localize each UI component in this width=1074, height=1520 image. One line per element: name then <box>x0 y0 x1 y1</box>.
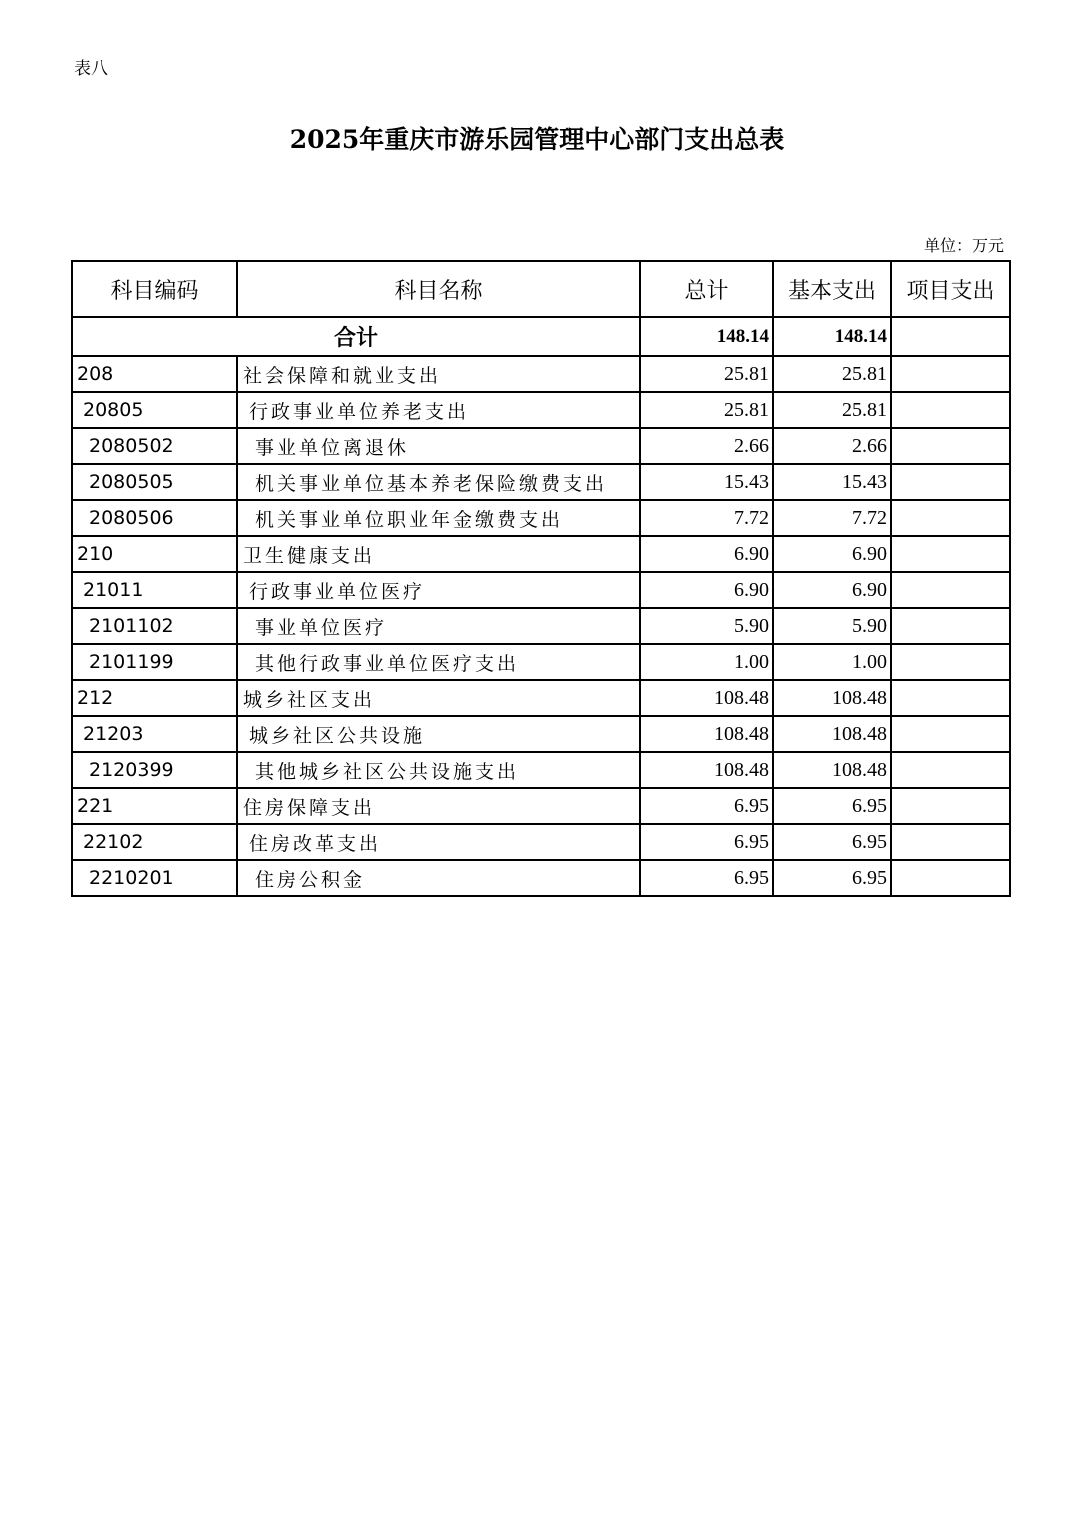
row-project <box>891 860 1010 896</box>
row-code: 2080505 <box>72 464 237 500</box>
row-total: 108.48 <box>640 716 773 752</box>
table-row <box>72 572 1010 608</box>
expenditure-table <box>71 260 1011 897</box>
row-name: 社会保障和就业支出 <box>237 356 640 392</box>
table-row <box>72 824 1010 860</box>
row-name: 住房公积金 <box>237 860 640 896</box>
row-basic: 6.95 <box>773 860 891 896</box>
row-project <box>891 824 1010 860</box>
row-total: 108.48 <box>640 752 773 788</box>
row-name: 住房改革支出 <box>237 824 640 860</box>
row-name: 机关事业单位职业年金缴费支出 <box>237 500 640 536</box>
table-row <box>72 392 1010 428</box>
total-label: 合计 <box>72 317 640 356</box>
total-project <box>891 317 1010 356</box>
row-project <box>891 536 1010 572</box>
row-code: 2210201 <box>72 860 237 896</box>
row-basic: 15.43 <box>773 464 891 500</box>
row-name: 城乡社区公共设施 <box>237 716 640 752</box>
table-row <box>72 500 1010 536</box>
table-row <box>72 716 1010 752</box>
row-code: 2080506 <box>72 500 237 536</box>
row-project <box>891 752 1010 788</box>
header-name: 科目名称 <box>237 261 640 317</box>
row-total: 6.90 <box>640 572 773 608</box>
page-title: 2025年重庆市游乐园管理中心部门支出总表 <box>289 125 785 154</box>
row-code: 2120399 <box>72 752 237 788</box>
row-total: 7.72 <box>640 500 773 536</box>
row-basic: 108.48 <box>773 752 891 788</box>
row-basic: 2.66 <box>773 428 891 464</box>
row-basic: 5.90 <box>773 608 891 644</box>
row-total: 25.81 <box>640 356 773 392</box>
header-total: 总计 <box>640 261 773 317</box>
row-name: 事业单位离退休 <box>237 428 640 464</box>
row-code: 21011 <box>72 572 237 608</box>
row-project <box>891 464 1010 500</box>
table-body <box>72 317 1010 896</box>
row-project <box>891 572 1010 608</box>
row-total: 6.90 <box>640 536 773 572</box>
table-row <box>72 680 1010 716</box>
row-total: 25.81 <box>640 392 773 428</box>
row-code: 22102 <box>72 824 237 860</box>
row-code: 2101102 <box>72 608 237 644</box>
row-basic: 6.95 <box>773 788 891 824</box>
table-row <box>72 860 1010 896</box>
row-total: 6.95 <box>640 824 773 860</box>
row-basic: 7.72 <box>773 500 891 536</box>
row-name: 其他城乡社区公共设施支出 <box>237 752 640 788</box>
row-project <box>891 716 1010 752</box>
row-name: 卫生健康支出 <box>237 536 640 572</box>
row-code: 221 <box>72 788 237 824</box>
row-name: 事业单位医疗 <box>237 608 640 644</box>
row-basic: 6.90 <box>773 536 891 572</box>
table-row <box>72 788 1010 824</box>
row-code: 2101199 <box>72 644 237 680</box>
row-project <box>891 644 1010 680</box>
row-project <box>891 392 1010 428</box>
row-name: 城乡社区支出 <box>237 680 640 716</box>
table-row <box>72 464 1010 500</box>
total-total: 148.14 <box>640 317 773 356</box>
row-basic: 25.81 <box>773 356 891 392</box>
row-code: 208 <box>72 356 237 392</box>
table-row <box>72 428 1010 464</box>
row-basic: 108.48 <box>773 716 891 752</box>
row-project <box>891 788 1010 824</box>
row-project <box>891 500 1010 536</box>
row-name: 机关事业单位基本养老保险缴费支出 <box>237 464 640 500</box>
row-code: 21203 <box>72 716 237 752</box>
row-total: 6.95 <box>640 788 773 824</box>
total-basic: 148.14 <box>773 317 891 356</box>
row-total: 6.95 <box>640 860 773 896</box>
row-basic: 6.90 <box>773 572 891 608</box>
table-number: 表八 <box>74 59 108 79</box>
table-row <box>72 608 1010 644</box>
row-name: 其他行政事业单位医疗支出 <box>237 644 640 680</box>
row-name: 行政事业单位医疗 <box>237 572 640 608</box>
table-row <box>72 752 1010 788</box>
table-row <box>72 356 1010 392</box>
row-basic: 1.00 <box>773 644 891 680</box>
row-code: 212 <box>72 680 237 716</box>
header-project: 项目支出 <box>891 261 1010 317</box>
row-project <box>891 608 1010 644</box>
row-basic: 108.48 <box>773 680 891 716</box>
header-basic: 基本支出 <box>773 261 891 317</box>
table-row <box>72 536 1010 572</box>
row-basic: 25.81 <box>773 392 891 428</box>
row-name: 行政事业单位养老支出 <box>237 392 640 428</box>
row-total: 1.00 <box>640 644 773 680</box>
row-project <box>891 356 1010 392</box>
total-row <box>72 317 1010 356</box>
row-code: 210 <box>72 536 237 572</box>
table-row <box>72 644 1010 680</box>
row-total: 2.66 <box>640 428 773 464</box>
header-row <box>72 261 1010 317</box>
row-total: 15.43 <box>640 464 773 500</box>
row-total: 5.90 <box>640 608 773 644</box>
unit-label: 单位：万元 <box>923 236 1004 255</box>
row-total: 108.48 <box>640 680 773 716</box>
row-project <box>891 680 1010 716</box>
row-project <box>891 428 1010 464</box>
row-name: 住房保障支出 <box>237 788 640 824</box>
row-basic: 6.95 <box>773 824 891 860</box>
row-code: 20805 <box>72 392 237 428</box>
header-code: 科目编码 <box>72 261 237 317</box>
row-code: 2080502 <box>72 428 237 464</box>
